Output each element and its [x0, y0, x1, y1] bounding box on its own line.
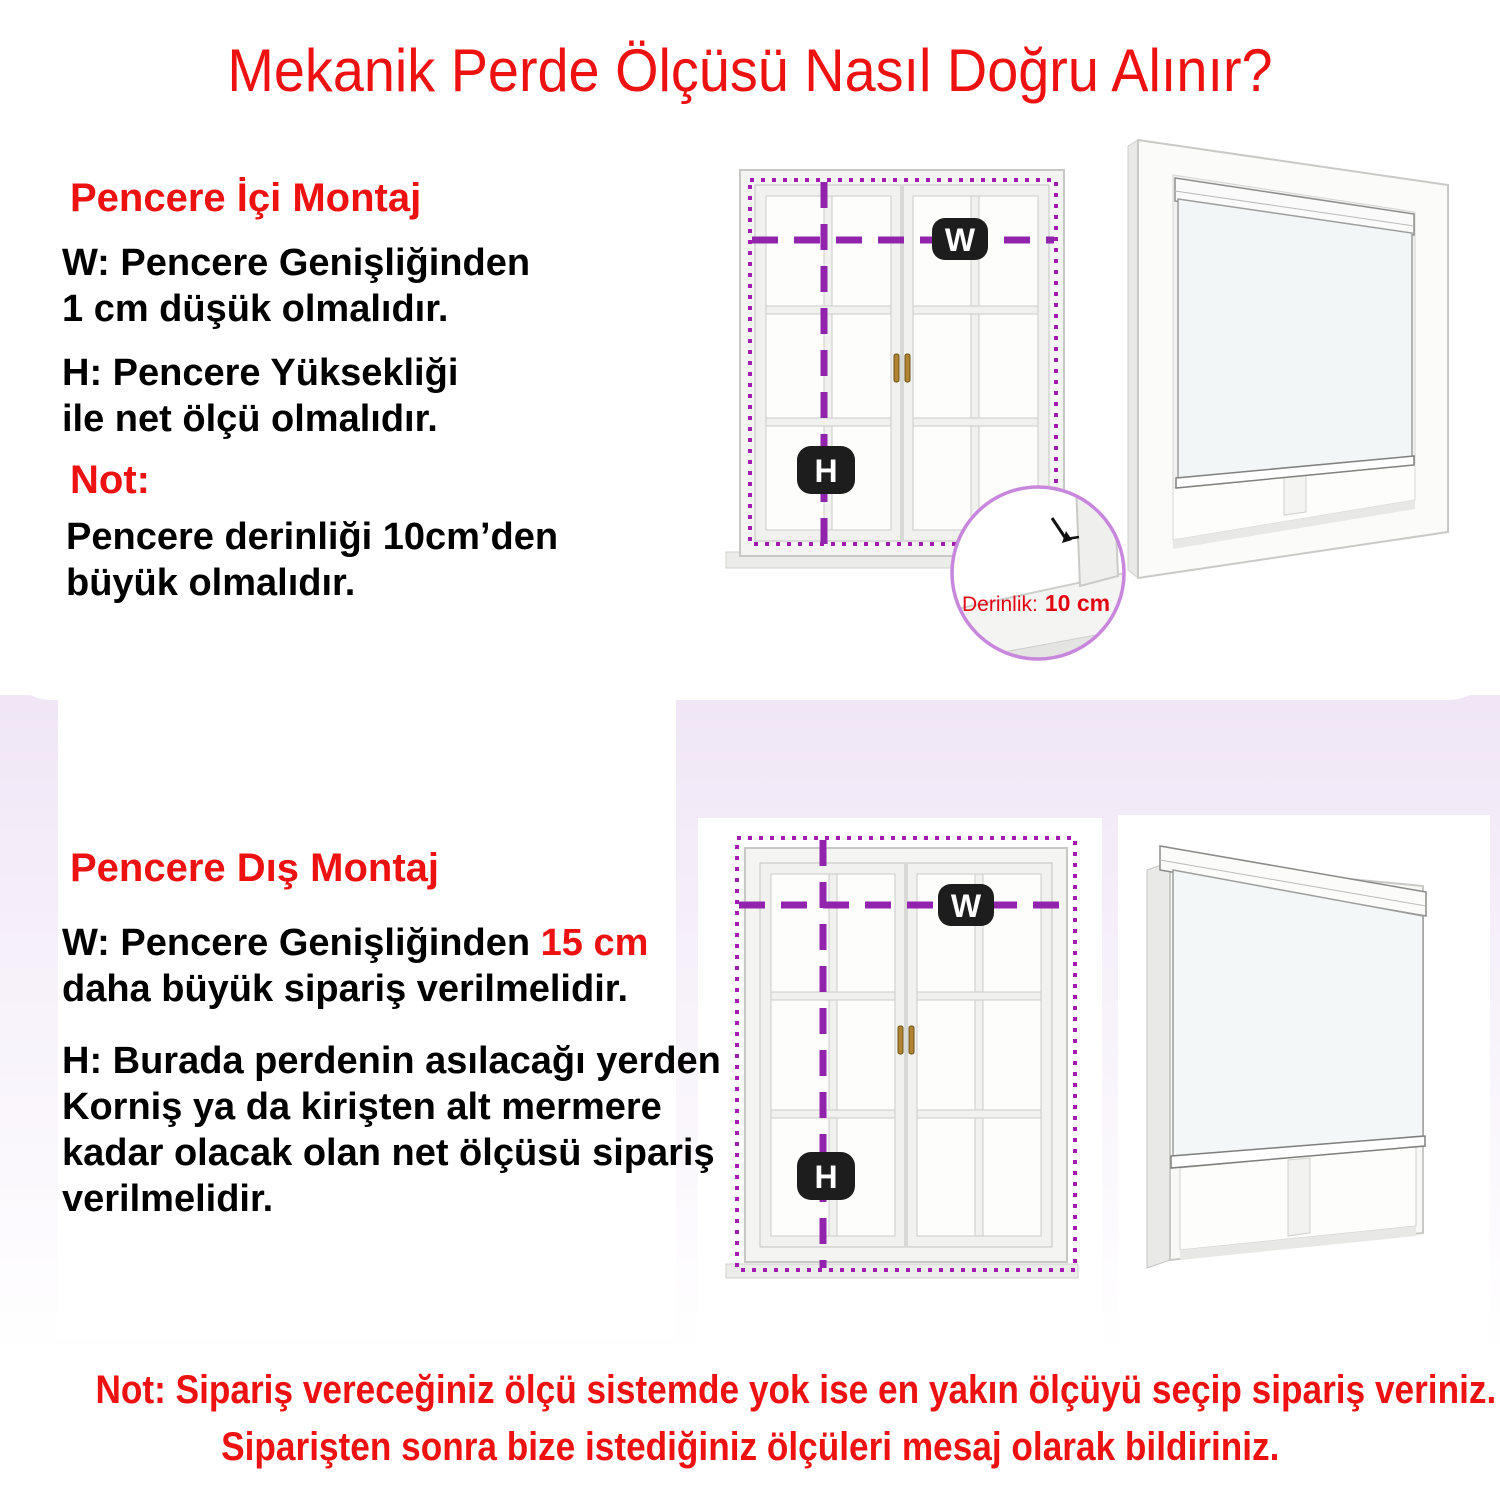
width-badge — [938, 884, 994, 926]
inside-height-line2: ile net ölçü olmalıdır. — [62, 398, 438, 440]
door-handle-right — [905, 354, 910, 382]
svg-text:H: H — [814, 453, 838, 489]
outside-height-line4: verilmelidir. — [62, 1178, 274, 1220]
height-badge — [797, 446, 855, 494]
outside-height-rule — [62, 1038, 721, 1222]
inside-mount-blind-illustration — [1118, 128, 1483, 693]
inside-note-line2: büyük olmalıdır. — [66, 562, 356, 604]
inside-mount-window-illustration — [700, 148, 1120, 713]
inside-note-line1: Pencere derinliği 10cm’den — [66, 516, 559, 558]
door-handle-left — [894, 354, 899, 382]
footer-note — [0, 1362, 1500, 1476]
magnifier-jamb — [1076, 480, 1118, 586]
inside-width-line2: 1 cm düşük olmalıdır. — [62, 288, 449, 330]
outside-width-highlight: 15 cm — [540, 922, 649, 964]
inside-note-text — [66, 514, 558, 606]
door-handle-left — [898, 1026, 903, 1054]
outside-height-line1: H: Burada perdenin asılacağı yerden — [62, 1040, 721, 1082]
outside-width-prefix: W: Pencere Genişliğinden — [62, 922, 541, 964]
door-gap — [904, 863, 908, 1247]
outside-text-panel — [58, 700, 676, 1340]
outside-mount-blind-illustration — [1118, 818, 1488, 1348]
svg-text:H: H — [814, 1159, 838, 1195]
width-badge — [932, 218, 988, 260]
outside-height-line2: Korniş ya da kirişten alt mermere — [62, 1086, 662, 1128]
outside-width-rule — [62, 920, 648, 1012]
outside-height-line3: kadar olacak olan net ölçüsü sipariş — [62, 1132, 715, 1174]
inside-width-rule — [62, 240, 530, 332]
inside-width-line1: W: Pencere Genişliğinden — [62, 242, 531, 284]
frame-side-face — [1147, 862, 1170, 1268]
inside-mount-heading: Pencere İçi Montaj — [70, 176, 422, 220]
blind-fabric — [1173, 870, 1423, 1158]
inside-height-line1: H: Pencere Yüksekliği — [62, 352, 459, 394]
outside-mount-window-illustration — [698, 812, 1102, 1344]
inside-height-rule — [62, 350, 458, 442]
outside-width-line1 — [62, 922, 648, 964]
depth-caption: Derinlik: 10 cm — [962, 590, 1111, 616]
outside-mount-heading: Pencere Dış Montaj — [70, 846, 440, 890]
height-badge — [797, 1152, 855, 1200]
page-title: Mekanik Perde Ölçüsü Nasıl Doğru Alınır? — [227, 37, 1273, 104]
frame-side-face — [1128, 140, 1138, 578]
svg-text:W: W — [944, 222, 976, 258]
window-sill — [726, 1264, 1078, 1278]
door-handle-right — [909, 1026, 914, 1054]
footer-line1: Not: Sipariş vereceğiniz ölçü sistemde yok ise en yakın ölçüyü seçip sipariş veriniz. — [95, 1368, 1497, 1412]
outside-width-line2: daha büyük sipariş verilmelidir. — [62, 968, 629, 1010]
lower-window-mullion — [1288, 1158, 1310, 1236]
blind-fabric — [1178, 199, 1412, 480]
inside-note-label: Not: — [70, 458, 150, 502]
svg-text:W: W — [950, 888, 982, 924]
footer-line2: Siparişten sonra bize istediğiniz ölçüleri mesaj olarak bildiriniz. — [220, 1425, 1280, 1469]
